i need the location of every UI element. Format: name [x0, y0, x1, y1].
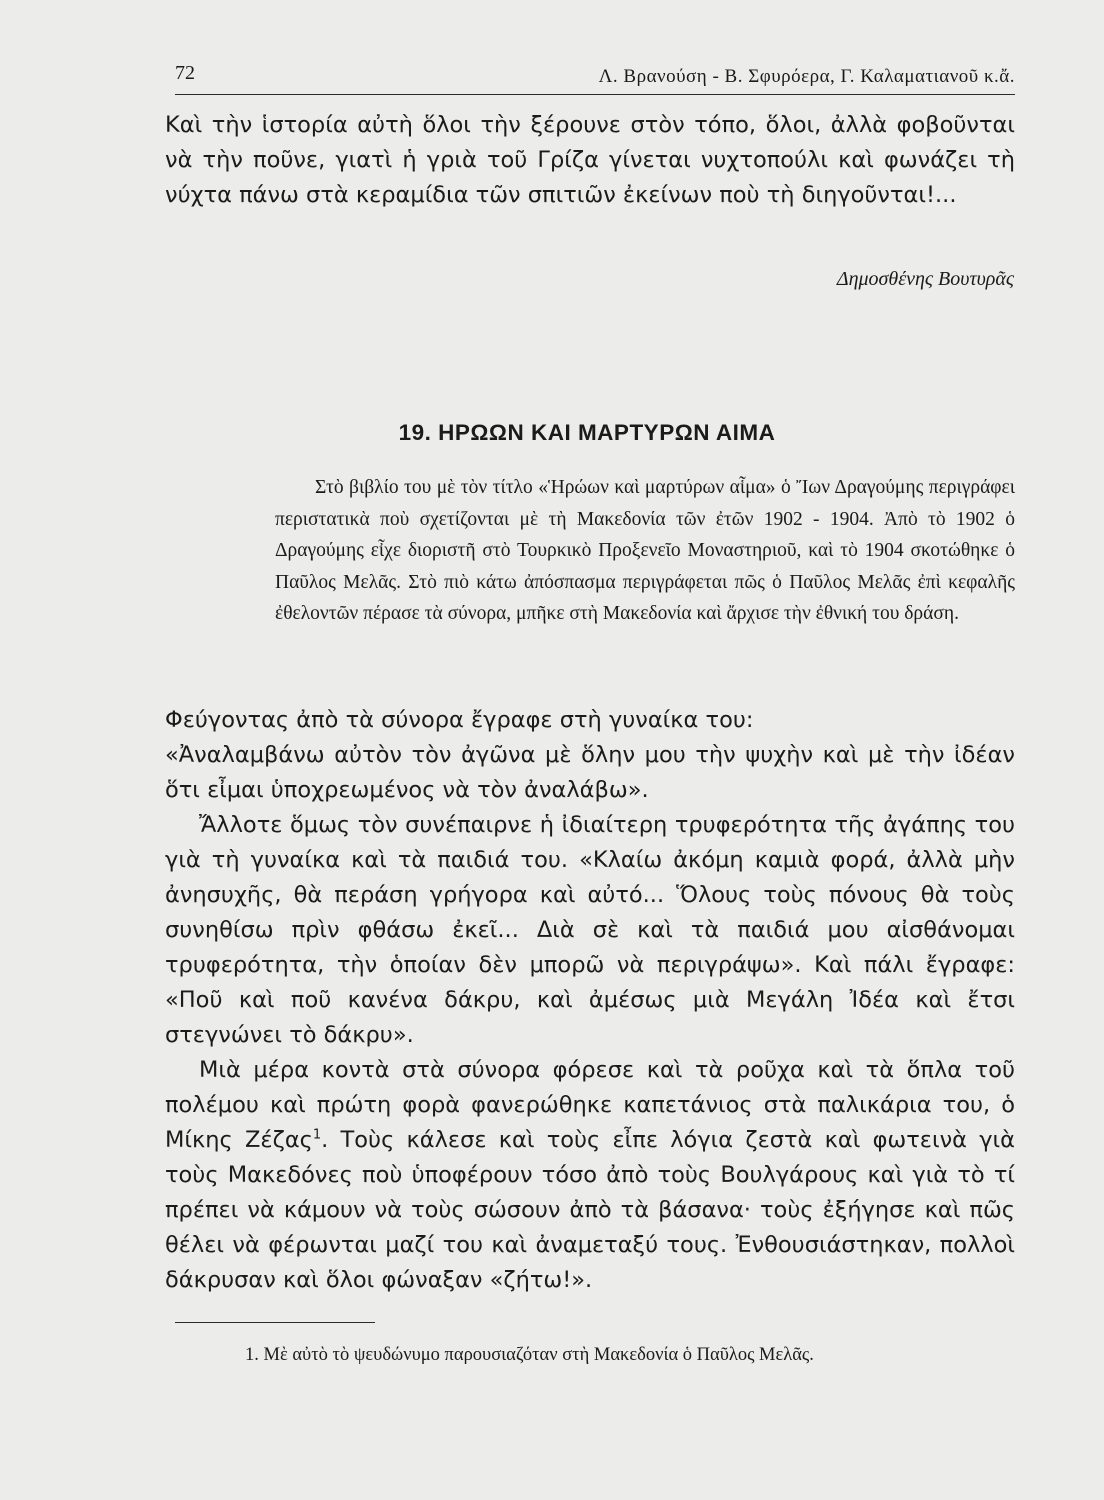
author-signature: Δημοσθένης Βουτυρᾶς [836, 268, 1014, 290]
body-paragraph-2: «Ἀναλαμβάνω αὐτὸν τὸν ἀγῶνα μὲ ὅλην μου τὴν ψυχὴν καὶ μὲ τὴν ἰδέαν ὅτι εἶμαι ὑποχρεωμένος νὰ τὸν ἀναλάβω». [165, 742, 1015, 803]
body-paragraph-4-start: Μιὰ μέρα κοντὰ στὰ σύνορα φόρεσε καὶ τὰ ροῦχα καὶ τὰ ὅπλα τοῦ πολέμου καὶ πρώτη φορὰ φανερώθηκε καπετάνιος στὰ παλικάρια του, ὁ Μίκης Ζέζας [165, 1057, 1015, 1153]
running-head: Λ. Βρανούση - Β. Σφυρόερα, Γ. Καλαματιανοῦ κ.ἄ. [598, 66, 1015, 87]
story-ending-paragraph [165, 108, 1015, 213]
section-intro [275, 472, 1015, 630]
body-paragraph-3: Ἄλλοτε ὅμως τὸν συνέπαιρνε ἡ ἰδιαίτερη τρυφερότητα τῆς ἀγάπης του γιὰ τὴ γυναίκα καὶ τὰ παιδιά του. «Κλαίω ἀκόμη καμιὰ φορά, ἀλλὰ μὴν ἀνησυχῆς, θὰ περάση γρήγορα καὶ αὐτό... Ὅλους τοὺς πόνους θὰ τοὺς συνηθίσω πρὶν φθάσω ἐκεῖ... Διὰ σὲ καὶ τὰ παιδιά μου αἰσθάνομαι τρυφερότητα, τὴν ὁποίαν δὲν μπορῶ νὰ περιγράψω». Καὶ πάλι ἔγραφε: «Ποῦ καὶ ποῦ κανένα δάκρυ, καὶ ἀμέσως μιὰ Μεγάλη Ἰδέα καὶ ἔτσι στεγνώνει τὸ δάκρυ». [165, 812, 1015, 1048]
story-ending-text: Καὶ τὴν ἱστορία αὐτὴ ὅλοι τὴν ξέρουνε στὸν τόπο, ὅλοι, ἀλλὰ φοβοῦνται νὰ τὴν ποῦνε, γιατὶ ἡ γριὰ τοῦ Γρίζα γίνεται νυχτοπούλι καὶ φωνάζει τὴ νύχτα πάνω στὰ κεραμίδια τῶν σπιτιῶν ἐκείνων ποὺ τὴ διηγοῦνται!... [165, 112, 1015, 208]
body-paragraph-1: Φεύγοντας ἀπὸ τὰ σύνορα ἔγραφε στὴ γυναίκα του: [165, 707, 754, 733]
footnote-marker: 1 [312, 1127, 322, 1143]
footnote-divider [175, 1322, 375, 1323]
page-header [175, 54, 1015, 95]
section-intro-text: Στὸ βιβλίο του μὲ τὸν τίτλο «Ἡρώων καὶ μαρτύρων αἷμα» ὁ Ἴων Δραγούμης περιγράφει περιστατικὰ ποὺ σχετίζονται μὲ τὴ Μακεδονία τῶν ἐτῶν 1902 - 1904. Ἀπὸ τὸ 1902 ὁ Δραγούμης εἶχε διοριστῆ στὸ Τουρκικὸ Προξενεῖο Μοναστηριοῦ, καὶ τὸ 1904 σκοτώθηκε ὁ Παῦλος Μελᾶς. Στὸ πιὸ κάτω ἀπόσπασμα περιγράφεται πῶς ὁ Παῦλος Μελᾶς ἐπὶ κεφαλῆς ἐθελοντῶν πέρασε τὰ σύνορα, μπῆκε στὴ Μακεδονία καὶ ἄρχισε τὴν ἐθνική του δράση. [275, 477, 1015, 624]
page-number: 72 [175, 62, 195, 84]
body-paragraph-4 [165, 1053, 1015, 1298]
main-body [165, 703, 1015, 1298]
footnote: 1. Μὲ αὐτὸ τὸ ψευδώνυμο παρουσιαζόταν στὴ Μακεδονία ὁ Παῦλος Μελᾶς. [245, 1345, 814, 1365]
section-heading: 19. ΗΡΩΩΝ ΚΑΙ ΜΑΡΤΥΡΩΝ ΑΙΜΑ [398, 420, 776, 445]
body-paragraph-4-end: . Τοὺς κάλεσε καὶ τοὺς εἶπε λόγια ζεστὰ καὶ φωτεινὰ γιὰ τοὺς Μακεδόνες ποὺ ὑποφέρουν τόσο ἀπὸ τοὺς Βουλγάρους καὶ γιὰ τὸ τί πρέπει νὰ κάμουν νὰ τοὺς σώσουν ἀπὸ τὰ βάσανα· τοὺς ἐξήγησε καὶ πῶς θέλει νὰ φέρωνται μαζί του καὶ ἀναμεταξύ τους. Ἐνθουσιάστηκαν, πολλοὶ δάκρυσαν καὶ ὅλοι φώναξαν «ζήτω!». [165, 1127, 1015, 1293]
